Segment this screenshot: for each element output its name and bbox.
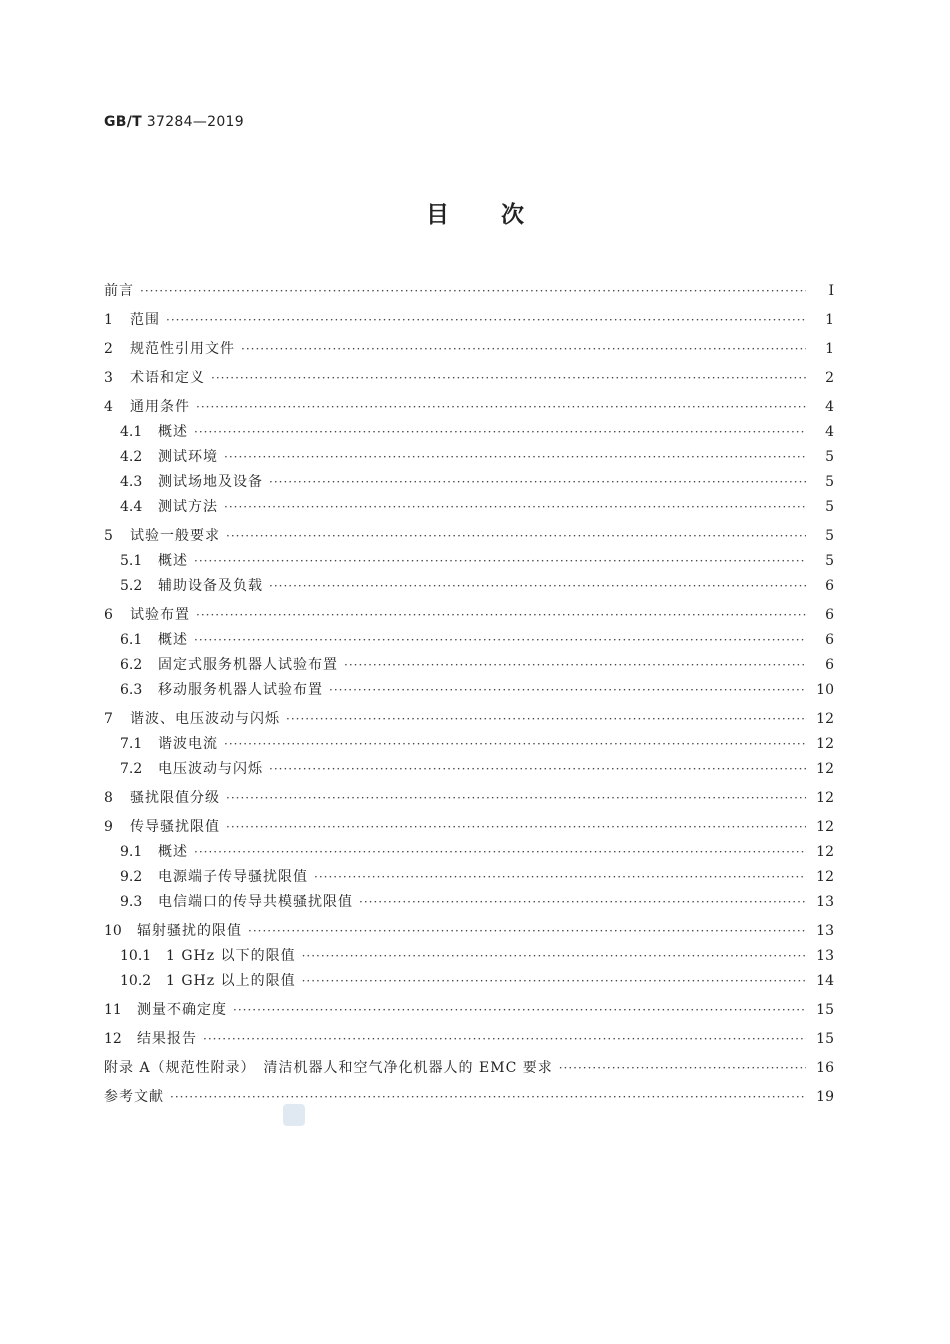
toc-entry-heading (104, 890, 353, 915)
toc-entry[interactable] (104, 786, 834, 811)
toc-entry-number: 6.3 (120, 682, 143, 698)
toc-entry[interactable] (104, 732, 834, 757)
toc-entry-number: 2 (104, 341, 113, 357)
toc-entry-page-number: Ⅰ (828, 283, 834, 299)
toc-entry-page-number: 12 (816, 844, 834, 860)
toc-entry[interactable] (104, 1027, 834, 1052)
toc-entry-number: 10.1 (120, 948, 152, 964)
toc-leader-dots (269, 470, 806, 495)
toc-entry-heading (104, 445, 218, 470)
toc-entry-page-number: 14 (816, 973, 834, 989)
toc-entry-number: 9.3 (120, 894, 143, 910)
toc-entry-heading (104, 524, 220, 549)
toc-leader-dots (194, 628, 806, 653)
toc-entry-heading (104, 337, 235, 362)
toc-entry-page-number: 5 (825, 474, 834, 490)
standard-number: 37284—2019 (146, 114, 244, 130)
table-of-contents (104, 275, 834, 1110)
toc-entry-title: 概述 (158, 424, 188, 440)
toc-entry-number: 4.4 (120, 499, 143, 515)
toc-leader-dots (226, 815, 806, 840)
page-title: 目次 (426, 202, 576, 228)
toc-entry[interactable] (104, 919, 834, 944)
toc-entry-number: 5 (104, 528, 113, 544)
toc-leader-dots (226, 786, 806, 811)
toc-entry-page-number: 6 (825, 657, 834, 673)
toc-entry-title: 规范性引用文件 (130, 341, 235, 357)
toc-entry-title: 移动服务机器人试验布置 (158, 682, 323, 698)
toc-leader-dots (194, 840, 806, 865)
toc-entry[interactable] (104, 495, 834, 520)
toc-entry-heading (104, 969, 296, 994)
toc-entry-heading (104, 495, 218, 520)
toc-entry-number: 10.2 (120, 973, 152, 989)
toc-entry-heading (104, 1056, 553, 1081)
toc-entry-title: 电源端子传导骚扰限值 (158, 869, 308, 885)
toc-entry-heading (104, 366, 205, 391)
toc-entry-title: 概述 (158, 632, 188, 648)
toc-entry-number: 1 (104, 312, 113, 328)
toc-entry-number: 4.2 (120, 449, 143, 465)
toc-entry-title: 试验一般要求 (130, 528, 220, 544)
toc-entry-number: 4.3 (120, 474, 143, 490)
toc-entry-page-number: 12 (816, 761, 834, 777)
toc-entry-page-number: 5 (825, 499, 834, 515)
toc-leader-dots (559, 1056, 806, 1081)
watermark-logo (283, 1104, 305, 1126)
toc-entry-page-number: 13 (816, 923, 834, 939)
toc-entry[interactable] (104, 969, 834, 994)
toc-entry-number: 9.2 (120, 869, 143, 885)
toc-leader-dots (269, 574, 806, 599)
toc-leader-dots (226, 524, 806, 549)
toc-entry[interactable] (104, 890, 834, 915)
toc-entry-page-number: 13 (816, 894, 834, 910)
toc-entry-page-number: 6 (825, 578, 834, 594)
toc-entry-page-number: 10 (816, 682, 834, 698)
toc-entry-heading (104, 420, 188, 445)
toc-entry-title: 结果报告 (137, 1031, 197, 1047)
toc-entry-page-number: 1 (825, 312, 834, 328)
toc-entry-page-number: 19 (816, 1089, 834, 1105)
toc-leader-dots (233, 998, 806, 1023)
toc-leader-dots (194, 420, 806, 445)
toc-leader-dots (286, 707, 806, 732)
toc-entry[interactable] (104, 445, 834, 470)
toc-leader-dots (224, 495, 806, 520)
toc-entry-heading (104, 549, 188, 574)
toc-leader-dots (140, 279, 806, 304)
toc-leader-dots (248, 919, 806, 944)
toc-entry-title: 1 GHz 以上的限值 (166, 973, 296, 989)
toc-entry-number: 3 (104, 370, 113, 386)
toc-entry-page-number: 5 (825, 449, 834, 465)
toc-entry[interactable] (104, 653, 834, 678)
toc-entry-title: 前言 (104, 283, 134, 299)
toc-entry-title: 1 GHz 以下的限值 (166, 948, 296, 964)
toc-entry[interactable] (104, 815, 834, 840)
toc-entry-title: 传导骚扰限值 (130, 819, 220, 835)
toc-entry[interactable] (104, 524, 834, 549)
toc-entry-heading (104, 1027, 197, 1052)
toc-leader-dots (224, 445, 806, 470)
toc-entry-heading (104, 628, 188, 653)
toc-entry-page-number: 15 (816, 1031, 834, 1047)
toc-entry-title: 骚扰限值分级 (130, 790, 220, 806)
toc-leader-dots (344, 653, 806, 678)
toc-leader-dots (329, 678, 806, 703)
toc-entry-heading (104, 678, 323, 703)
toc-entry-heading (104, 308, 160, 333)
toc-entry-heading (104, 998, 227, 1023)
standard-code (104, 114, 244, 130)
toc-entry[interactable] (104, 279, 834, 304)
toc-entry-title: 辅助设备及负载 (158, 578, 263, 594)
toc-entry-title: 测试方法 (158, 499, 218, 515)
toc-entry-heading (104, 603, 190, 628)
toc-entry-heading (104, 574, 263, 599)
toc-entry-title: 概述 (158, 553, 188, 569)
toc-entry-number: 6.2 (120, 657, 143, 673)
toc-leader-dots (203, 1027, 806, 1052)
toc-entry-title: 电压波动与闪烁 (158, 761, 263, 777)
toc-entry-title: 谐波、电压波动与闪烁 (130, 711, 280, 727)
toc-entry-number: 7.1 (120, 736, 143, 752)
toc-entry-number: 6.1 (120, 632, 143, 648)
toc-entry-number: 7.2 (120, 761, 143, 777)
toc-entry-page-number: 6 (825, 632, 834, 648)
toc-entry-heading (104, 944, 296, 969)
toc-entry-page-number: 6 (825, 607, 834, 623)
toc-entry-page-number: 12 (816, 790, 834, 806)
toc-entry-heading (104, 1085, 164, 1110)
toc-entry[interactable] (104, 395, 834, 420)
toc-entry-title: 测试环境 (158, 449, 218, 465)
toc-entry-title: 谐波电流 (158, 736, 218, 752)
toc-entry[interactable] (104, 574, 834, 599)
toc-entry-number: 12 (104, 1031, 122, 1047)
toc-leader-dots (166, 308, 806, 333)
toc-entry-number: 8 (104, 790, 113, 806)
toc-entry-number: 10 (104, 923, 122, 939)
toc-entry-heading (104, 707, 280, 732)
toc-entry-page-number: 12 (816, 819, 834, 835)
toc-leader-dots (196, 603, 806, 628)
toc-entry-page-number: 12 (816, 869, 834, 885)
toc-leader-dots (241, 337, 806, 362)
toc-entry-number: 6 (104, 607, 113, 623)
toc-entry[interactable] (104, 337, 834, 362)
toc-entry-page-number: 12 (816, 736, 834, 752)
toc-entry-title: 试验布置 (130, 607, 190, 623)
toc-leader-dots (359, 890, 806, 915)
toc-leader-dots (224, 732, 806, 757)
toc-entry-number: 11 (104, 1002, 122, 1018)
toc-entry[interactable] (104, 420, 834, 445)
toc-entry-heading (104, 470, 263, 495)
toc-leader-dots (194, 549, 806, 574)
toc-entry-number: 7 (104, 711, 113, 727)
toc-entry-title: 电信端口的传导共模骚扰限值 (158, 894, 353, 910)
toc-entry[interactable] (104, 998, 834, 1023)
toc-entry-page-number: 2 (825, 370, 834, 386)
toc-entry-heading (104, 279, 134, 304)
toc-entry-heading (104, 786, 220, 811)
toc-entry-page-number: 12 (816, 711, 834, 727)
toc-entry-page-number: 5 (825, 553, 834, 569)
toc-entry-page-number: 5 (825, 528, 834, 544)
toc-entry[interactable] (104, 1085, 834, 1110)
toc-leader-dots (302, 969, 806, 994)
toc-entry-number: 4 (104, 399, 113, 415)
toc-entry-title: 辐射骚扰的限值 (137, 923, 242, 939)
toc-entry-page-number: 15 (816, 1002, 834, 1018)
toc-leader-dots (314, 865, 806, 890)
toc-entry-title: 测试场地及设备 (158, 474, 263, 490)
toc-entry[interactable] (104, 628, 834, 653)
toc-entry[interactable] (104, 707, 834, 732)
toc-entry-title: 固定式服务机器人试验布置 (158, 657, 338, 673)
toc-entry[interactable] (104, 366, 834, 391)
toc-entry-heading (104, 815, 220, 840)
toc-entry-title: 附录 A（规范性附录） 清洁机器人和空气净化机器人的 EMC 要求 (104, 1060, 553, 1076)
toc-entry-title: 测量不确定度 (137, 1002, 227, 1018)
toc-entry[interactable] (104, 944, 834, 969)
toc-entry-page-number: 4 (825, 399, 834, 415)
toc-entry-title: 概述 (158, 844, 188, 860)
toc-entry-heading (104, 865, 308, 890)
toc-entry[interactable] (104, 470, 834, 495)
toc-entry[interactable] (104, 840, 834, 865)
toc-entry[interactable] (104, 603, 834, 628)
toc-entry[interactable] (104, 549, 834, 574)
toc-entry-page-number: 13 (816, 948, 834, 964)
toc-entry-heading (104, 919, 242, 944)
toc-entry[interactable] (104, 308, 834, 333)
toc-leader-dots (302, 944, 806, 969)
toc-entry-number: 5.1 (120, 553, 143, 569)
toc-entry-title: 范围 (130, 312, 160, 328)
toc-entry[interactable] (104, 1056, 834, 1081)
toc-leader-dots (269, 757, 806, 782)
toc-entry-heading (104, 653, 338, 678)
toc-entry-page-number: 4 (825, 424, 834, 440)
toc-entry-title: 术语和定义 (130, 370, 205, 386)
toc-entry-heading (104, 732, 218, 757)
toc-entry[interactable] (104, 865, 834, 890)
toc-entry-page-number: 16 (816, 1060, 834, 1076)
toc-entry[interactable] (104, 678, 834, 703)
toc-leader-dots (170, 1085, 806, 1110)
toc-leader-dots (196, 395, 806, 420)
standard-prefix: GB/T (104, 114, 143, 130)
toc-entry-number: 9 (104, 819, 113, 835)
toc-entry[interactable] (104, 757, 834, 782)
toc-entry-number: 5.2 (120, 578, 143, 594)
toc-entry-title: 通用条件 (130, 399, 190, 415)
toc-leader-dots (211, 366, 806, 391)
toc-entry-page-number: 1 (825, 341, 834, 357)
toc-entry-number: 4.1 (120, 424, 143, 440)
toc-entry-heading (104, 395, 190, 420)
toc-entry-heading (104, 757, 263, 782)
toc-entry-title: 参考文献 (104, 1089, 164, 1105)
toc-entry-number: 9.1 (120, 844, 143, 860)
toc-entry-heading (104, 840, 188, 865)
